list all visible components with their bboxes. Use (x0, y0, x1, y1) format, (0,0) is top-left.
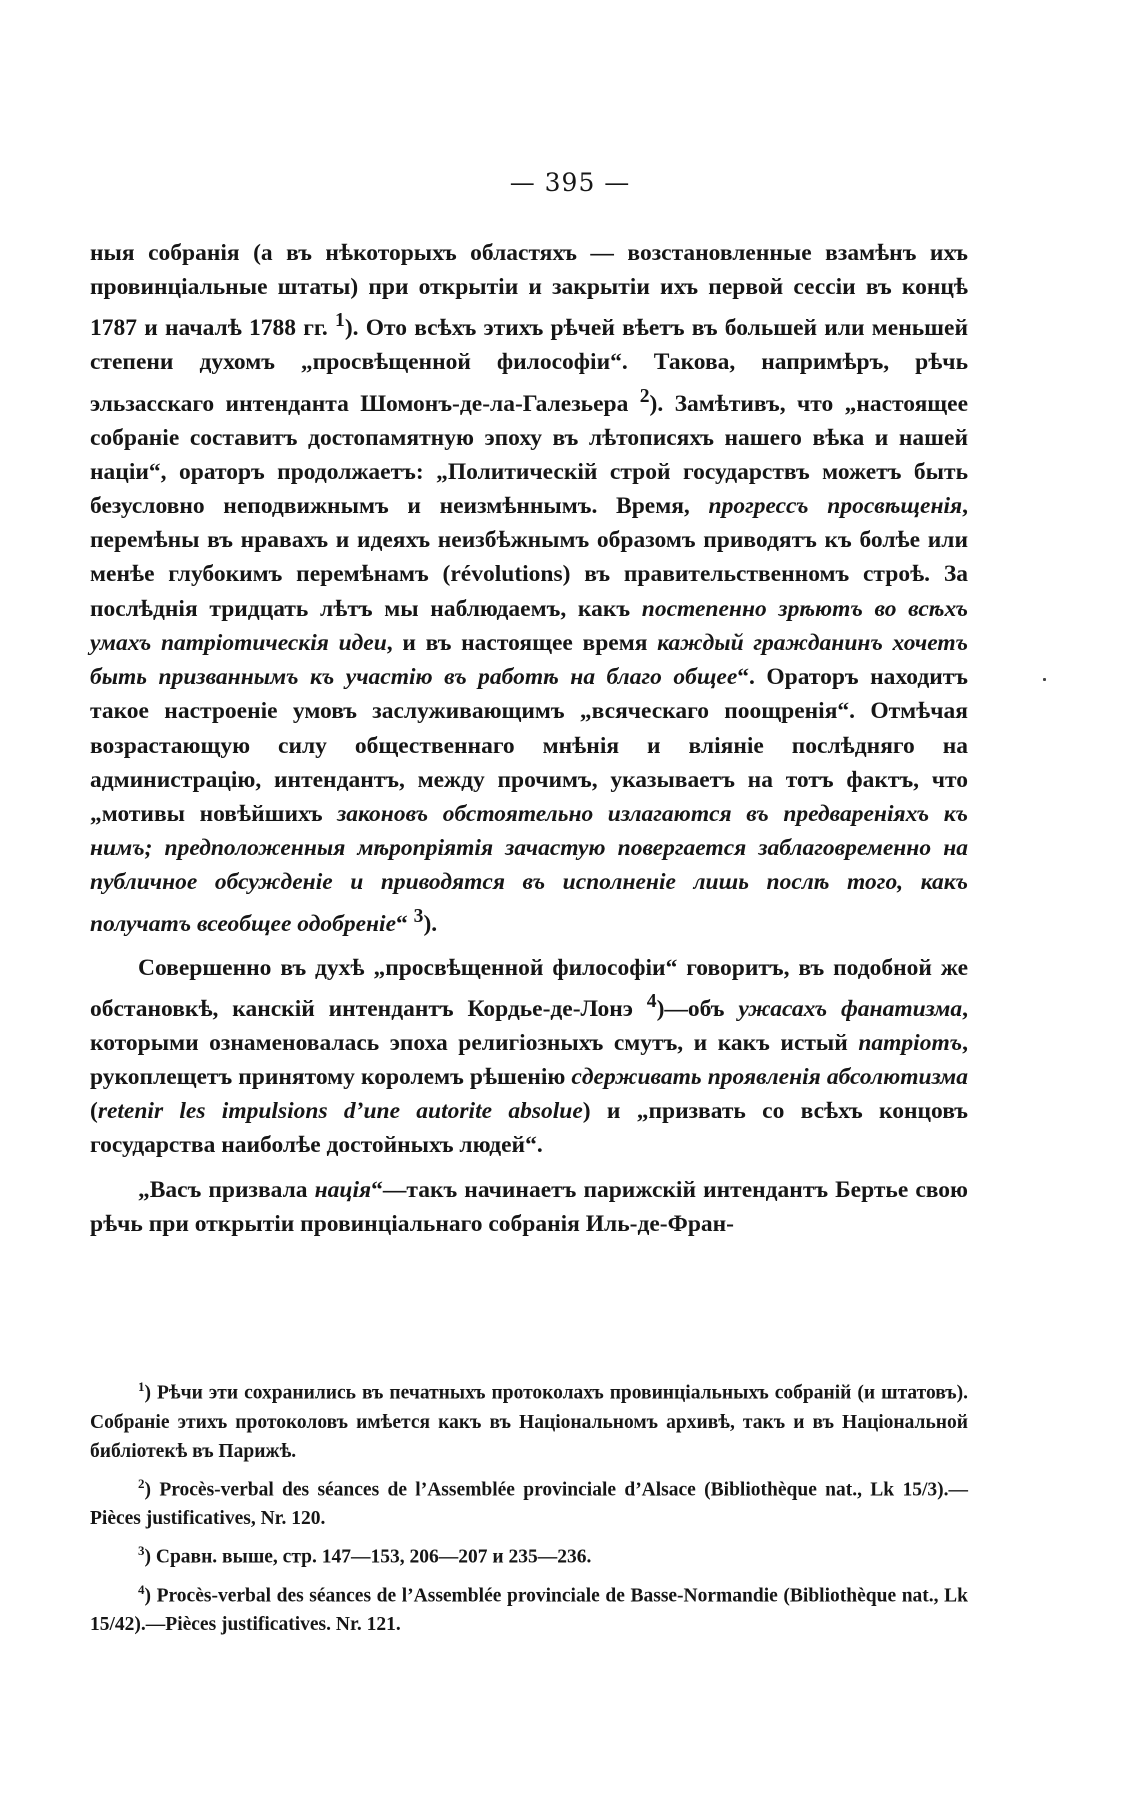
footnote (90, 1536, 968, 1572)
text-run: , которыми ознаменовалась эпоха религіозныхъ смутъ, и какъ истый (90, 995, 968, 1056)
italic-text: сдерживать проявленія абсолютизма (571, 1063, 969, 1090)
paragraph (90, 951, 968, 1163)
italic-text: нація (314, 1176, 372, 1203)
text-run: , рукоплещетъ принятому королемъ рѣшенію (90, 1029, 968, 1090)
footnote-ref: 3 (138, 1543, 145, 1558)
italic-text: законовъ обстоятельно излагаются въ предвареніяхъ къ нимъ; предположенныя мѣропріятія зачастую повергается заблаговременно на публичное обсужденіе и приводятся въ исполненіе лишь послѣ того, какъ получатъ всеобщее одобреніе (90, 800, 969, 937)
text-run: )—объ (656, 995, 739, 1022)
text-run: ) (144, 1479, 160, 1500)
text-run: ). Замѣтивъ, что „настоящее собраніе составитъ достопамятную эпоху въ лѣтописяхъ нашего вѣка и нашей націи“, ораторъ продолжаетъ: „Политическій строй государствъ можетъ быть безусловно неподвижнымъ и неизмѣннымъ. Время, (90, 390, 968, 520)
text-run: ( (777, 1585, 790, 1606)
text-run: “ (396, 910, 414, 937)
text-run: , и въ настоящее время (386, 629, 658, 656)
italic-text: патріотъ (858, 1029, 963, 1056)
italic-text: retenir les impulsions d’une autorite absolue (97, 1098, 583, 1125)
italic-text: постепенно зрѣютъ во всѣхъ умахъ патріотическія идеи (90, 595, 968, 656)
text-run: ) и „призвать со всѣхъ концовъ государства наиболѣе достойныхъ людей“. (90, 1098, 969, 1159)
footnote (90, 1372, 968, 1466)
italic-text: Pièces justificatives (165, 1614, 327, 1635)
paragraph (90, 236, 968, 941)
footnote-ref: 2 (138, 1475, 145, 1491)
text-run: “. Ораторъ находитъ такое настроеніе умовъ заслуживающимъ „всяческаго поощренія“. Отмѣчая возрастающую силу общественнаго мнѣнія и вліяніе послѣдняго на администрацію, интендантъ, между прочимъ, указываетъ на тотъ фактъ, что „мотивы новѣйшихъ (90, 664, 968, 827)
text-run: , Lk 15/42).— (90, 1585, 968, 1635)
text-run: , перемѣны въ нравахъ и идеяхъ неизбѣжнымъ образомъ приводятъ къ болѣе или менѣе глубокимъ перемѣнамъ (révolutions) въ правительственномъ строѣ. За послѣднія тридцать лѣтъ мы наблюдаемъ, какъ (90, 493, 968, 622)
paragraph (90, 1173, 968, 1241)
italic-text: ужасахъ фанатизма (738, 995, 963, 1022)
text-run: ) Рѣчи эти сохранились въ печатныхъ протоколахъ провинціальныхъ собраній (и штатовъ). Собраніе этихъ протоколовъ имѣется какъ въ Національномъ архивѣ, такъ и въ Національной библіотекѣ въ Парижѣ. (90, 1382, 968, 1462)
text-run: , Nr. 120. (250, 1508, 326, 1529)
italic-text: Bibliothèque nat. (710, 1479, 858, 1500)
text-run: ). (423, 910, 438, 937)
text-run: ( (90, 1098, 98, 1125)
text-run: , Lk 15/3).— (857, 1479, 968, 1500)
footnote-ref: 4 (138, 1581, 145, 1597)
stray-mark (1043, 678, 1046, 681)
italic-text: Procès-verbal des séances de l’Assemblée provinciale d’Alsace (159, 1479, 696, 1500)
footnote-ref: 2 (639, 385, 650, 407)
footnote-ref: 3 (413, 905, 424, 927)
footnotes (90, 1372, 968, 1642)
footnote (90, 1575, 968, 1640)
italic-text: Bibliothèque nat. (789, 1585, 934, 1606)
text-run: Совершенно въ духѣ „просвѣщенной философіи“ говоритъ, въ подобной же обстановкѣ, канскій интендантъ Кордье-де-Лонэ (90, 954, 968, 1022)
footnote-ref: 1 (138, 1379, 145, 1394)
footnote-ref: 1 (335, 310, 345, 332)
text-run: „Васъ призвала (138, 1176, 315, 1203)
italic-text: Pièces justificatives (90, 1508, 251, 1529)
text-run: “—такъ начинаетъ парижскій интендантъ Бертье свою рѣчь при открытіи провинціальнаго собранія Иль-де-Фран- (90, 1176, 969, 1237)
text-run: ныя собранія (а въ нѣкоторыхъ областяхъ — возстановленные взамѣнъ ихъ провинціальные штаты) при открытіи и закрытіи ихъ первой сессіи въ концѣ 1787 и началѣ 1788 гг. (90, 240, 968, 342)
italic-text: прогрессъ просвѣщенія (708, 493, 963, 520)
text-run: ) Сравн. выше, стр. 147—153, 206—207 и 235—236. (144, 1546, 592, 1568)
body-text (90, 236, 968, 1251)
italic-text: Procès-verbal des séances de l’Assemblée provinciale de Basse-Normandie (156, 1585, 778, 1606)
text-run: ). Ото всѣхъ этихъ рѣчей вѣетъ въ большей или меньшей степени духомъ „просвѣщенной философіи“. Такова, напримѣръ, рѣчь эльзасскаго интенданта Шомонъ-де-ла-Галезьера (90, 315, 968, 417)
page-number: — 395 — (509, 168, 631, 197)
footnote-ref: 4 (646, 990, 657, 1012)
text-run: . Nr. 121. (326, 1614, 401, 1635)
italic-text: каждый гражданинъ хочетъ быть призваннымъ къ участію въ работѣ на благо общее (90, 629, 968, 691)
footnote (90, 1469, 968, 1534)
text-run: ( (695, 1479, 711, 1500)
text-run: ) (144, 1585, 157, 1606)
